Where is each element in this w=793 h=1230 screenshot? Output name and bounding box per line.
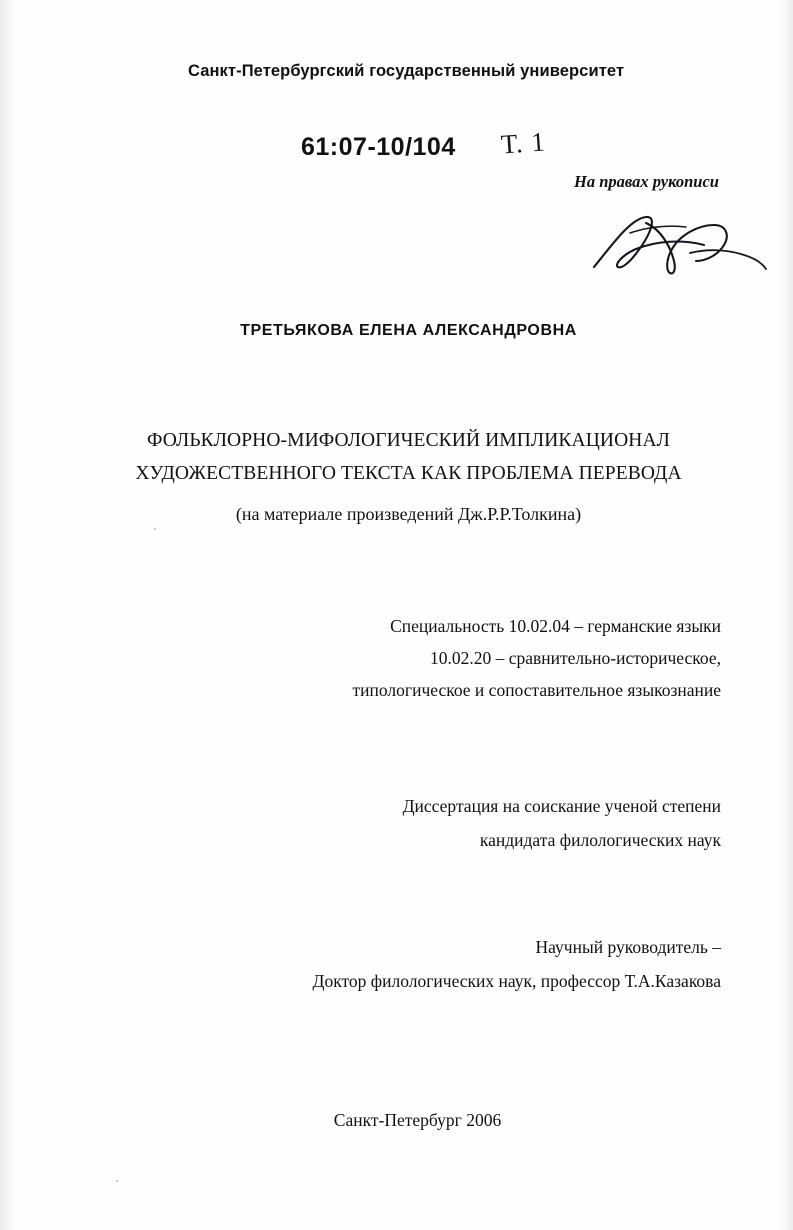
supervisor-line-2: Доктор филологических наук, профессор Т.А.Казакова [312, 971, 721, 991]
speciality-line-1: Специальность 10.02.04 – германские языки [390, 616, 721, 636]
handwritten-volume-number: Т. 1 [499, 126, 547, 160]
page-content-area [96, 0, 721, 1230]
degree-line-1: Диссертация на соискание ученой степени [402, 796, 721, 816]
dissertation-title [96, 424, 721, 528]
supervisor-line-1: Научный руководитель – [535, 937, 721, 957]
title-line-1: ФОЛЬКЛОРНО-МИФОЛОГИЧЕСКИЙ ИМПЛИКАЦИОНАЛ [147, 430, 670, 451]
catalog-code: 61:07-10/104 [301, 133, 456, 161]
place-and-year [96, 1110, 721, 1131]
handwritten-signature-icon [586, 205, 776, 285]
title-subtitle: (на материале произведений Дж.Р.Р.Толкина) [235, 504, 582, 524]
title-line-2: ХУДОЖЕСТВЕННОГО ТЕКСТА КАК ПРОБЛЕМА ПЕРЕВОДА [135, 463, 682, 484]
degree-block [251, 789, 721, 857]
place-year-text: Санкт-Петербург 2006 [333, 1110, 502, 1130]
speciality-block [251, 610, 721, 706]
speciality-line-2: 10.02.20 – сравнительно-историческое, [429, 648, 721, 668]
supervisor-block [201, 930, 721, 998]
speciality-line-3: типологическое и сопоставительное языкознание [352, 680, 721, 700]
author-name: ТРЕТЬЯКОВА ЕЛЕНА АЛЕКСАНДРОВНА [240, 322, 577, 339]
university-name: Санкт-Петербургский государственный университет [188, 62, 625, 80]
scan-speck [116, 1180, 118, 1182]
scan-speck [154, 528, 156, 530]
manuscript-rights-note: На правах рукописи [574, 172, 719, 191]
degree-line-2: кандидата филологических наук [479, 830, 721, 850]
